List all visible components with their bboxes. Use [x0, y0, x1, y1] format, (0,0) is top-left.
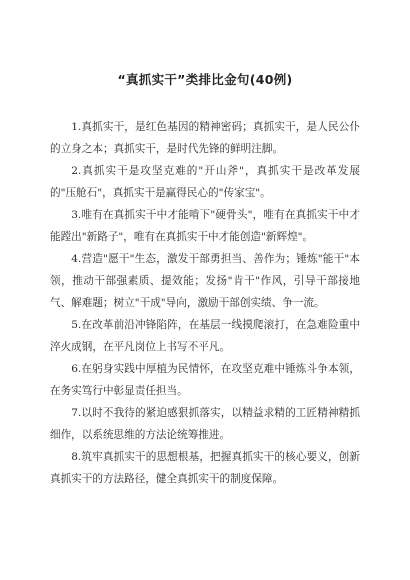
paragraph-7: 7.以时不我待的紧迫感狠抓落实，以精益求精的工匠精神精抓细作，以系统思维的方法论统筹推进。 — [50, 407, 360, 441]
paragraph-6: 6.在躬身实践中厚植为民情怀，在攻坚克难中锤炼斗争本领，在务实笃行中彰显责任担当。 — [50, 363, 360, 397]
document-title: “真抓实干”类排比金句(40例) — [117, 72, 293, 87]
document-body — [50, 116, 360, 490]
paragraph-1: 1.真抓实干，是红色基因的精神密码；真抓实干，是人民公仆的立身之本；真抓实干，是时代先锋的鲜明注脚。 — [50, 121, 360, 155]
paragraph-5: 5.在改革前沿冲锋陷阵，在基层一线摸爬滚打，在急难险重中淬火成钢，在平凡岗位上书写不平凡。 — [50, 319, 360, 353]
paragraph-2: 2.真抓实干是攻坚克难的"开山斧"，真抓实干是改革发展的"压舱石"，真抓实干是赢得民心的"传家宝"。 — [50, 165, 360, 199]
paragraph-4: 4.营造"愿干"生态，激发干部勇担当、善作为；锤炼"能干"本领，推动干部强素质、提效能；发扬"肯干"作风，引导干部接地气、解难题；树立"干成"导向，激励干部创实绩、争一流。 — [50, 253, 360, 309]
paragraph-3: 3.唯有在真抓实干中才能啃下"硬骨头"，唯有在真抓实干中才能蹚出"新路子"，唯有在真抓实干中才能创造"新辉煌"。 — [50, 209, 360, 243]
paragraph-8: 8.筑牢真抓实干的思想根基，把握真抓实干的核心要义，创新真抓实干的方法路径，健全真抓实干的制度保障。 — [50, 451, 360, 485]
